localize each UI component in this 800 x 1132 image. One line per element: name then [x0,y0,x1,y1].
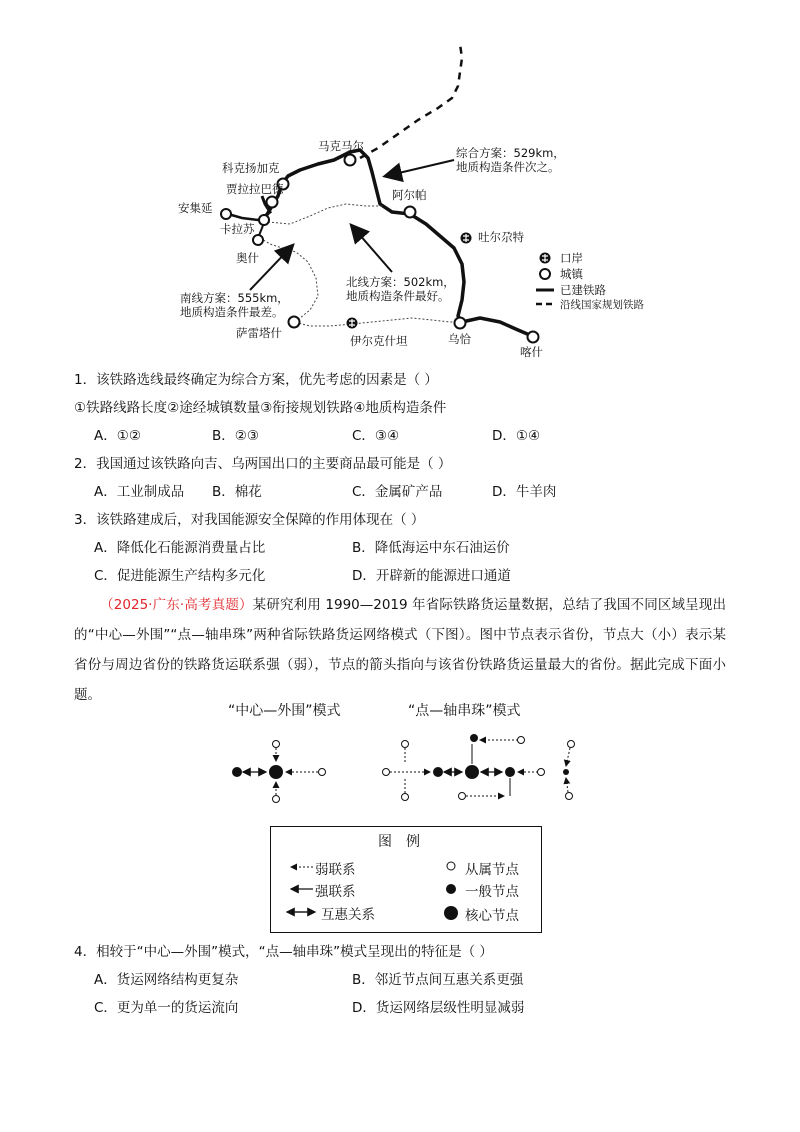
q1-option-c[interactable]: C．③④ [352,428,400,444]
legend-mutual: 互惠关系 [321,907,375,923]
legend-core: 核心节点 [465,908,519,924]
label-aerpa: 阿尔帕 [392,188,427,202]
label-jialalabade: 贾拉拉巴德 [226,182,284,196]
railway-map [0,0,800,370]
question-1-stem: 1．该铁路选线最终确定为综合方案，优先考虑的因素是（ ） [74,372,438,388]
label-kekeyajiake: 科克扬加克 [222,161,280,175]
q1-option-d[interactable]: D．①④ [492,428,541,444]
annotation-north-1: 北线方案：502km， [346,275,455,289]
legend-weak: 弱联系 [315,862,356,878]
legend-port: 口岸 [560,251,583,265]
town-kalasu [259,215,269,225]
q3-option-c[interactable]: C．促进能源生产结构多元化 [94,568,266,584]
town-jialalabade [267,197,278,208]
q2-option-d[interactable]: D．牛羊肉 [492,484,557,500]
source-tag: （2025·广东·高考真题） [100,597,253,613]
town-kashi [528,332,539,343]
town-makemaer [345,155,356,166]
map-legend [536,251,644,311]
legend-strong: 强联系 [315,884,356,900]
legend-box [270,826,542,933]
label-wuqia: 乌恰 [448,332,471,346]
network-diagrams [0,720,800,820]
question-1-extra: ①铁路线路长度②途经城镇数量③衔接规划铁路④地质构造条件 [74,400,447,416]
planned-railway-line [360,44,462,158]
town-saleitashi [289,317,300,328]
legend-built-rail: 已建铁路 [560,283,606,297]
q4-option-c[interactable]: C．更为单一的货运流向 [94,1000,239,1016]
label-tuergaote: 吐尔尕特 [478,230,524,244]
town-wuqia [455,318,466,329]
q1-option-b[interactable]: B．②③ [212,428,259,444]
town-aerpa [405,207,416,218]
center-periphery-diagram [232,741,326,803]
point-axis-diagram [383,734,575,801]
north-route-line [268,204,382,224]
question-4-stem: 4．相较于“中心—外围”模式，“点—轴串珠”模式呈现出的特征是（ ） [74,944,493,960]
q3-option-b[interactable]: B．降低海运中东石油运价 [352,540,510,556]
label-kashi: 喀什 [520,345,543,359]
q2-option-c[interactable]: C．金属矿产品 [352,484,443,500]
intro-text: 某研究利用 1990—2019 年省际铁路货运量数据，总结了我国不同区域呈现出的“中心—外围”“点—轴串珠”两种省际铁路货运网络模式（下图）。图中节点表示省份，节点大（小）表示某省份与周边省份的铁路货运联系强（弱），节点的箭头指向与该省份铁路货运量最大的省份。据此完成下面小题。 [74,597,726,703]
q1-option-a[interactable]: A．①② [94,428,141,444]
q2-option-b[interactable]: B．棉花 [212,484,262,500]
q2-option-a[interactable]: A．工业制成品 [94,484,185,500]
legend-subordinate: 从属节点 [465,862,519,878]
label-yierkeshitan: 伊尔克什坦 [350,334,408,348]
legend-general: 一般节点 [465,884,519,900]
annotation-south-1: 南线方案：555km， [180,291,289,305]
question-3-stem: 3．该铁路建成后，对我国能源安全保障的作用体现在（ ） [74,512,425,528]
annotation-combined-1: 综合方案：529km， [456,146,565,160]
legend-town: 城镇 [560,267,583,281]
q4-option-a[interactable]: A．货运网络结构更复杂 [94,972,239,988]
label-saleitashi: 萨雷塔什 [236,326,282,340]
question-2-stem: 2．我国通过该铁路向吉、乌两国出口的主要商品最可能是（ ） [74,456,452,472]
annotation-north-2: 地质构造条件最好。 [346,289,450,303]
town-anjizheng [221,209,231,219]
q3-option-a[interactable]: A．降低化石能源消费量占比 [94,540,266,556]
label-aoshi: 奥什 [236,251,259,265]
annotation-combined-2: 地质构造条件次之。 [456,160,560,174]
town-aoshi [253,235,263,245]
annotation-south-2: 地质构造条件最差。 [180,305,284,319]
legend-title: 图例 [378,834,434,850]
diagram-title-left: “中心—外围”模式 [228,703,341,719]
intro-paragraph [74,590,726,710]
legend-planned-rail: 沿线国家规划铁路 [560,299,644,311]
q3-option-d[interactable]: D．开辟新的能源进口通道 [352,568,511,584]
label-anjizheng: 安集延 [178,201,213,215]
diagram-title-right: “点—轴串珠”模式 [408,703,521,719]
label-kalasu: 卡拉苏 [220,222,255,236]
q4-option-d[interactable]: D．货运网络层级性明显减弱 [352,1000,525,1016]
label-makemaer: 马克马尔 [318,139,364,153]
q4-option-b[interactable]: B．邻近节点间互惠关系更强 [352,972,524,988]
